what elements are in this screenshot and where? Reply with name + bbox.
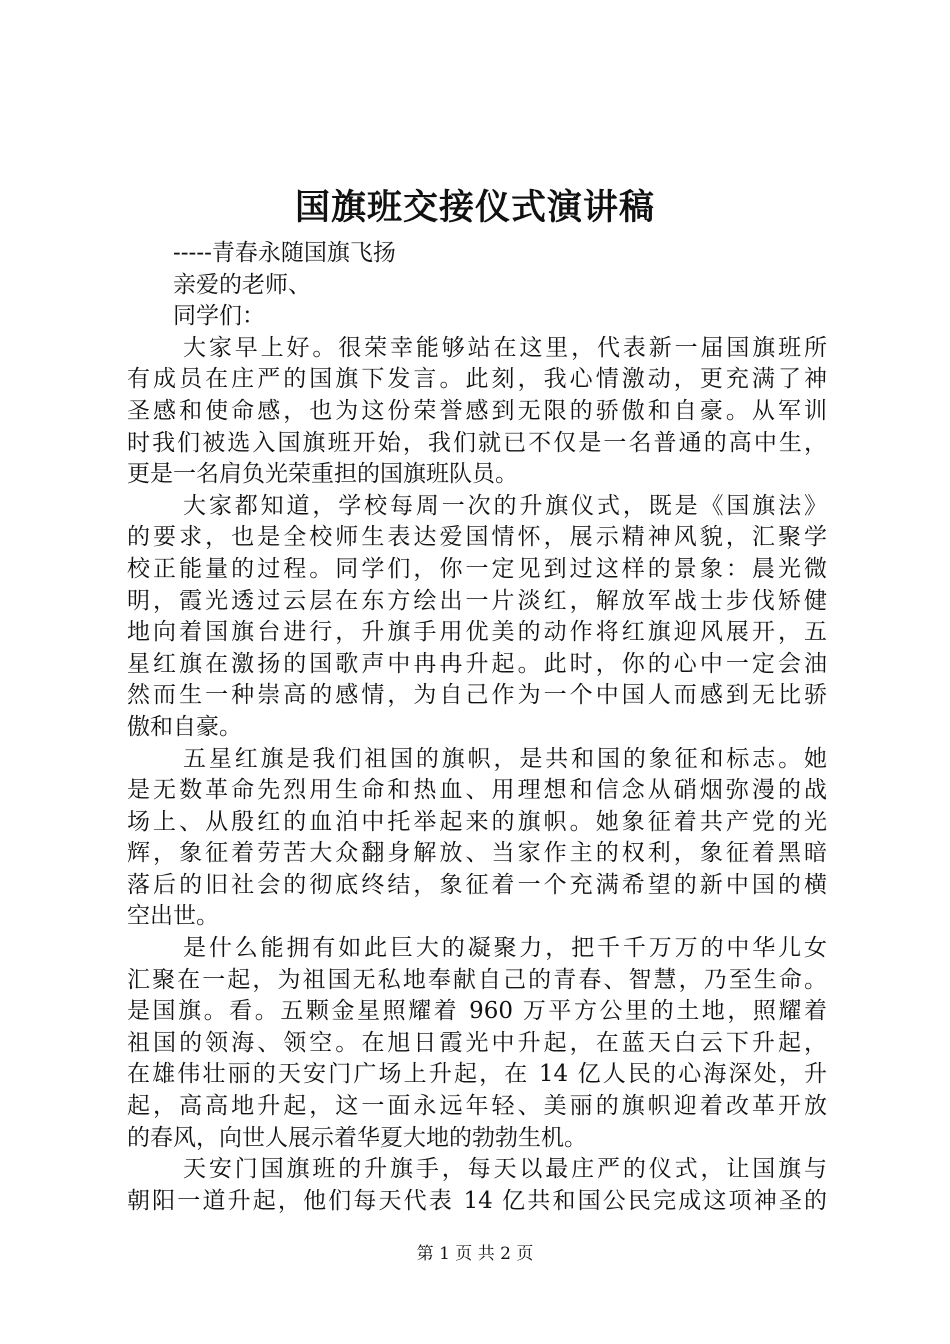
- text-line: 落后的旧社会的彻底终结，象征着一个充满希望的新中国的横: [127, 871, 827, 898]
- text-line: 天安门国旗班的升旗手，每天以最庄严的仪式，让国旗与: [183, 1156, 827, 1183]
- text-line: 傲和自豪。: [127, 713, 242, 740]
- text-line: 是无数革命先烈用生命和热血、用理想和信念从硝烟弥漫的战: [127, 777, 827, 804]
- text-line: 起，高高地升起，这一面永远年轻、美丽的旗帜迎着改革开放: [127, 1093, 827, 1120]
- document-body: [127, 238, 827, 1217]
- text-line: 地向着国旗台进行，升旗手用优美的动作将红旗迎风展开，五: [127, 619, 827, 646]
- document-title: 国旗班交接仪式演讲稿: [294, 187, 655, 228]
- text-line: 大家早上好。很荣幸能够站在这里，代表新一届国旗班所: [183, 334, 827, 361]
- text-line: 然而生一种崇高的感情，为自己作为一个中国人而感到无比骄: [127, 682, 827, 709]
- text-line: 在雄伟壮丽的天安门广场上升起，在 14 亿人民的心海深处，升: [127, 1061, 827, 1088]
- text-line: 场上、从殷红的血泊中托举起来的旗帜。她象征着共产党的光: [127, 808, 827, 835]
- text-line: 大家都知道，学校每周一次的升旗仪式，既是《国旗法》: [183, 492, 827, 519]
- text-line: 空出世。: [127, 903, 219, 930]
- text-line: 时我们被选入国旗班开始，我们就已不仅是一名普通的高中生，: [127, 429, 827, 456]
- text-line: 五星红旗是我们祖国的旗帜，是共和国的象征和标志。她: [183, 745, 827, 772]
- text-line: 亲爱的老师、: [173, 271, 311, 298]
- text-line: 是国旗。看。五颗金星照耀着 960 万平方公里的土地，照耀着: [127, 998, 827, 1025]
- text-line: 更是一名肩负光荣重担的国旗班队员。: [127, 461, 518, 488]
- text-line: 同学们：: [173, 303, 265, 330]
- text-line: 校正能量的过程。同学们，你一定见到过这样的景象：晨光微: [127, 555, 827, 582]
- text-line: 明，霞光透过云层在东方绘出一片淡红，解放军战士步伐矫健: [127, 587, 827, 614]
- text-line: 朝阳一道升起，他们每天代表 14 亿共和国公民完成这项神圣的: [127, 1187, 827, 1214]
- text-line: 的要求，也是全校师生表达爱国情怀，展示精神风貌，汇聚学: [127, 524, 827, 551]
- text-line: 汇聚在一起，为祖国无私地奉献自己的青春、智慧，乃至生命。: [127, 966, 827, 993]
- text-line: 辉，象征着劳苦大众翻身解放、当家作主的权利，象征着黑暗: [127, 840, 827, 867]
- text-line: 圣感和使命感，也为这份荣誉感到无限的骄傲和自豪。从军训: [127, 397, 827, 424]
- text-line: 祖国的领海、领空。在旭日霞光中升起，在蓝天白云下升起，: [127, 1029, 827, 1056]
- text-line: 有成员在庄严的国旗下发言。此刻，我心情激动，更充满了神: [127, 366, 827, 393]
- text-line: 是什么能拥有如此巨大的凝聚力，把千千万万的中华儿女: [183, 935, 827, 962]
- text-line: -----青春永随国旗飞扬: [173, 240, 396, 266]
- text-line: 的春风，向世人展示着华夏大地的勃勃生机。: [127, 1124, 587, 1151]
- text-line: 星红旗在激扬的国歌声中冉冉升起。此时，你的心中一定会油: [127, 650, 827, 677]
- page-footer: 第 1 页 共 2 页: [416, 1244, 534, 1264]
